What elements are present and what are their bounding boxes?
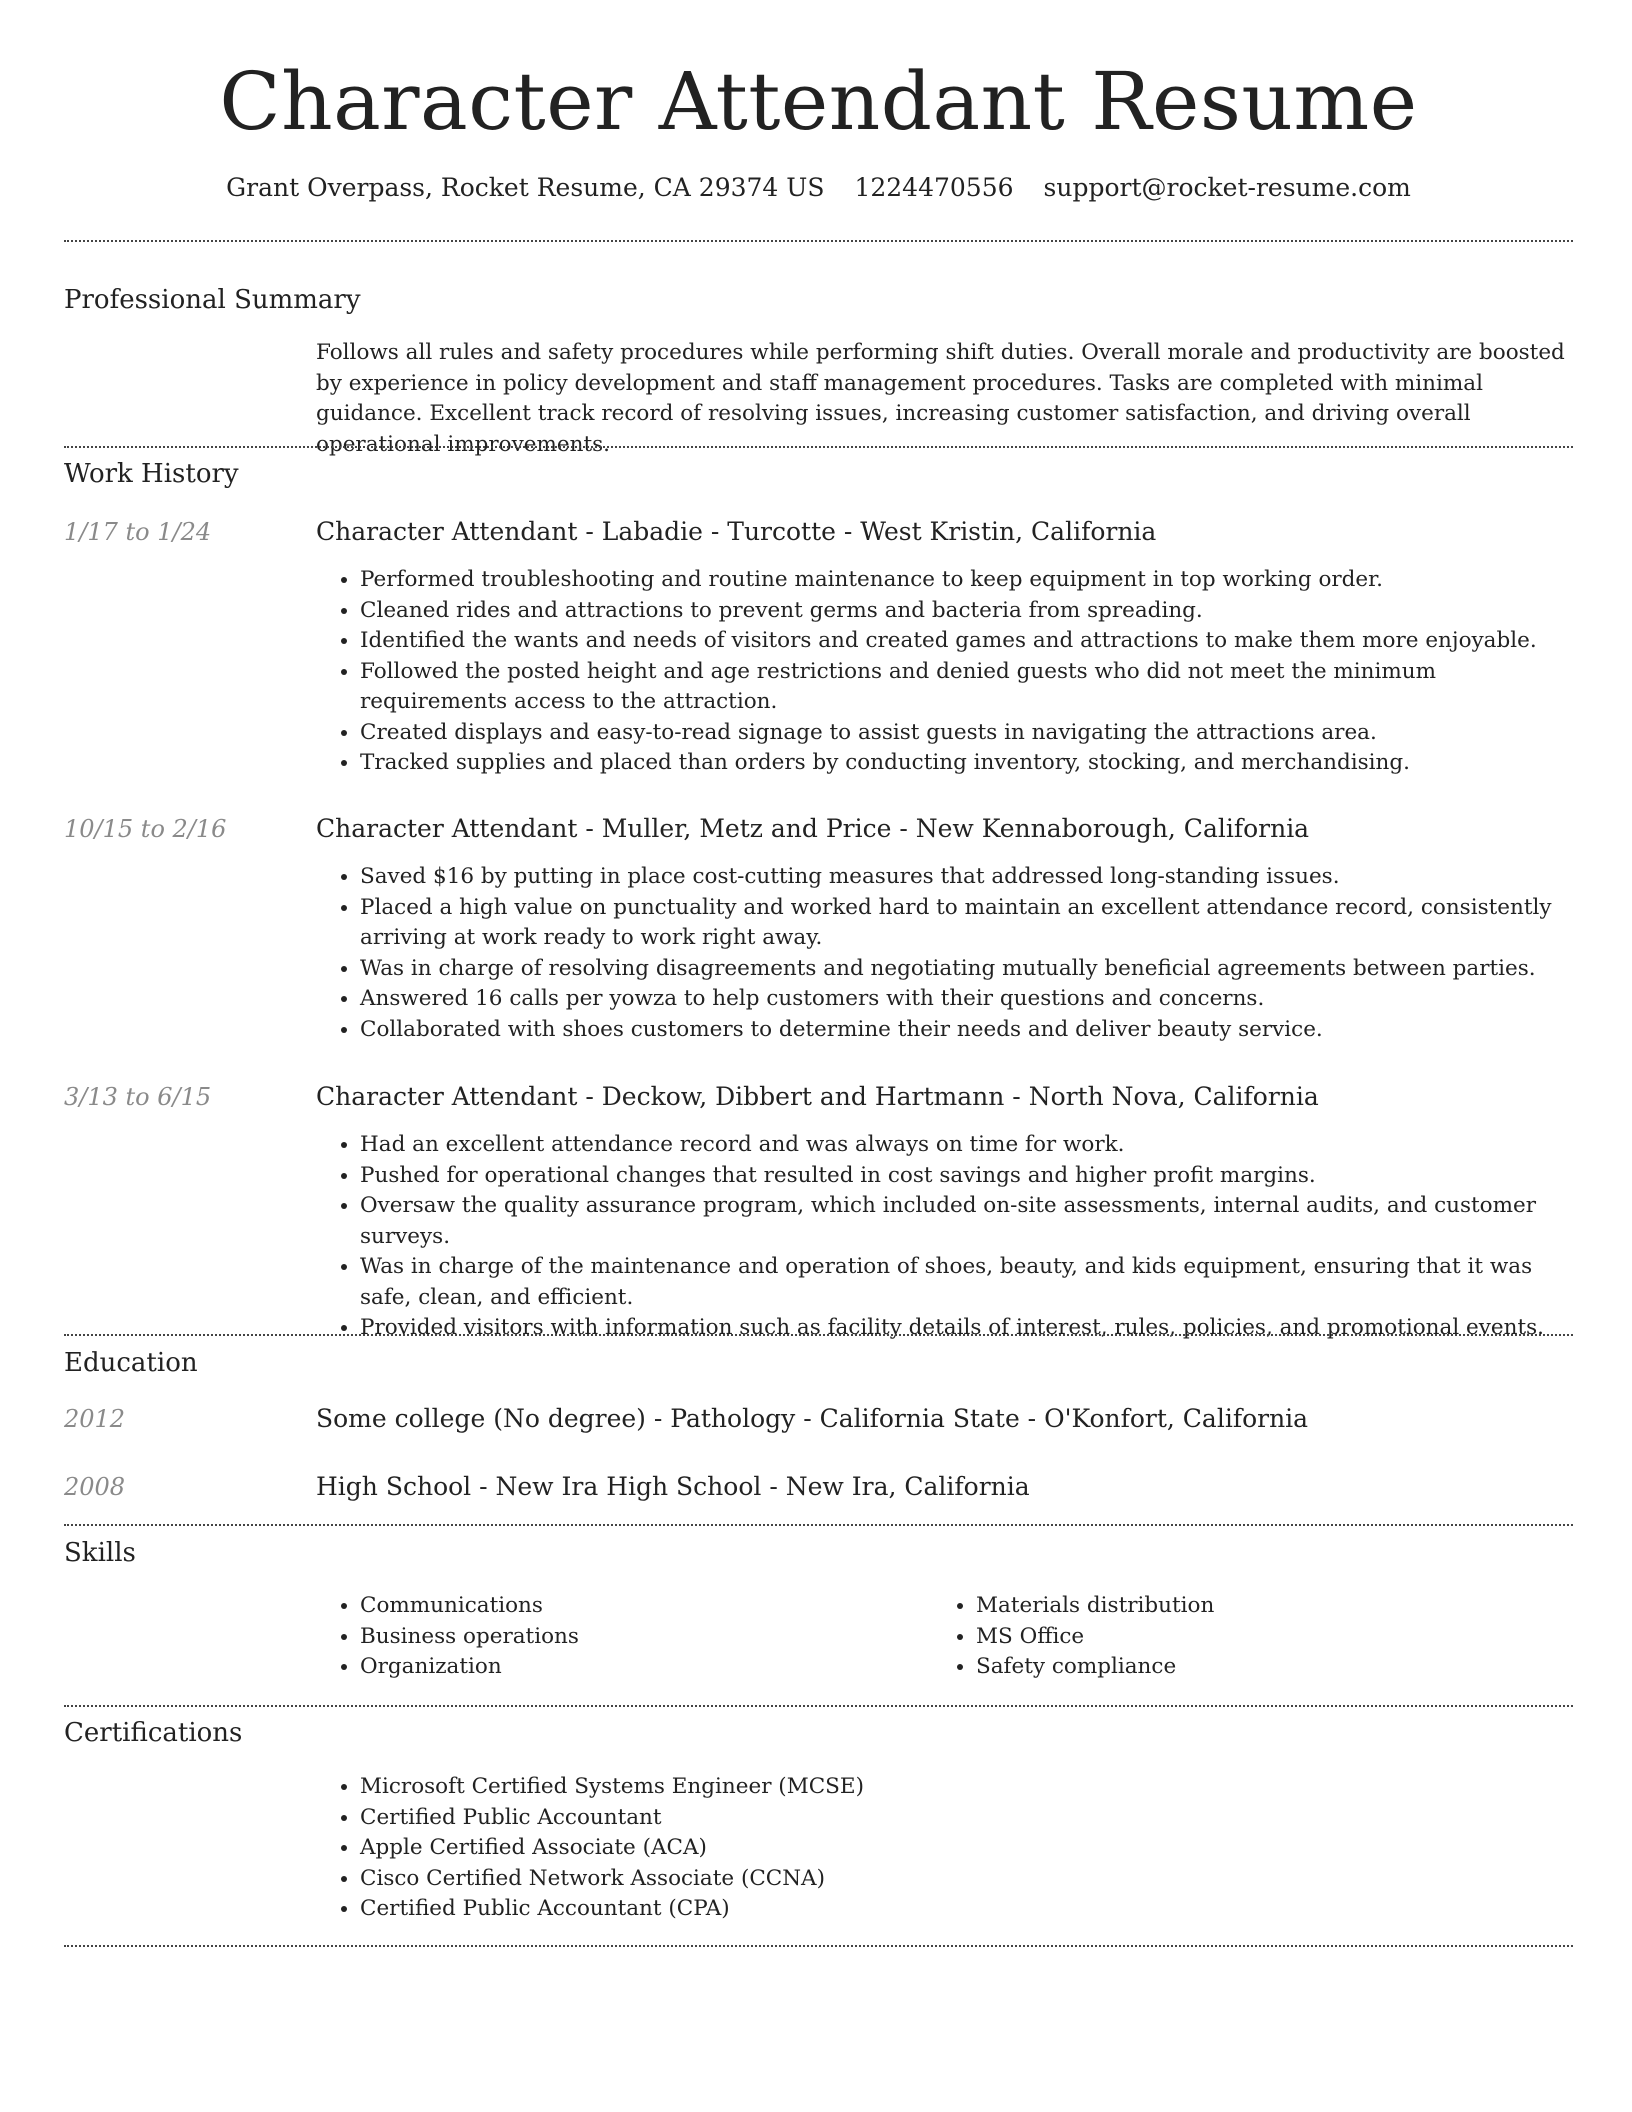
- list-item: • Answered 16 calls per yowza to help customers with their questions and concerns.: [360, 984, 1573, 1015]
- job-title: Character Attendant - Labadie - Turcotte - West Kristin, California: [316, 517, 1157, 546]
- list-item: • Pushed for operational changes that resulted in cost savings and higher profit margins.: [360, 1161, 1573, 1192]
- education-detail: High School - New Ira High School - New Ira, California: [316, 1472, 1030, 1501]
- skills-heading: Skills: [64, 1538, 136, 1568]
- job-dates: 1/17 to 1/24: [64, 518, 212, 546]
- divider: [64, 240, 1573, 242]
- certifications-list: [316, 1772, 1573, 1925]
- summary-section: [64, 284, 1573, 316]
- list-item: • Safety compliance: [976, 1652, 1576, 1683]
- list-item: • Materials distribution: [976, 1591, 1576, 1622]
- list-item: • Communications: [360, 1591, 960, 1622]
- certifications-section: [64, 1717, 1573, 1749]
- divider: [64, 1334, 1573, 1336]
- certifications-heading: Certifications: [64, 1718, 243, 1748]
- job-bullets: [316, 565, 1573, 779]
- list-item: • Microsoft Certified Systems Engineer (MCSE): [360, 1772, 1573, 1803]
- list-item: • Apple Certified Associate (ACA): [360, 1833, 1573, 1864]
- skills-list-left: [316, 1591, 960, 1683]
- list-item: • Certified Public Accountant: [360, 1803, 1573, 1834]
- education-section: [64, 1347, 1573, 1379]
- list-item: • Placed a high value on punctuality and worked hard to maintain an excellent attendance record, consistently arriving at work ready to work right away.: [360, 893, 1573, 954]
- contact-email: support@rocket-resume.com: [1043, 173, 1411, 202]
- divider: [64, 446, 1573, 448]
- list-item: • Had an excellent attendance record and was always on time for work.: [360, 1130, 1573, 1161]
- list-item: • Provided visitors with information such as facility details of interest, rules, policies, and promotional events.: [360, 1313, 1573, 1344]
- list-item: • Business operations: [360, 1622, 960, 1653]
- skills-section: [64, 1537, 1573, 1569]
- education-year: 2012: [64, 1405, 126, 1433]
- divider: [64, 1524, 1573, 1526]
- education-year: 2008: [64, 1473, 126, 1501]
- list-item: • Saved $16 by putting in place cost-cutting measures that addressed long-standing issues.: [360, 862, 1573, 893]
- skills-list-right: [932, 1591, 1576, 1683]
- divider: [64, 1705, 1573, 1707]
- resume-title: Character Attendant Resume: [219, 55, 1418, 148]
- list-item: • Identified the wants and needs of visitors and created games and attractions to make them more enjoyable.: [360, 626, 1573, 657]
- work-history-heading: Work History: [64, 459, 239, 489]
- contact-address: Grant Overpass, Rocket Resume, CA 29374 US: [226, 173, 825, 202]
- job-bullets: [316, 1130, 1573, 1344]
- divider: [64, 1945, 1573, 1947]
- list-item: • MS Office: [976, 1622, 1576, 1653]
- list-item: • Cisco Certified Network Associate (CCNA): [360, 1864, 1573, 1895]
- job-title: Character Attendant - Deckow, Dibbert and Hartmann - North Nova, California: [316, 1082, 1319, 1111]
- list-item: • Oversaw the quality assurance program, which included on-site assessments, internal audits, and customer surveys.: [360, 1191, 1573, 1252]
- list-item: • Performed troubleshooting and routine maintenance to keep equipment in top working order.: [360, 565, 1573, 596]
- summary-heading: Professional Summary: [64, 285, 361, 315]
- contact-line: [64, 172, 1573, 204]
- contact-phone: 1224470556: [854, 173, 1014, 202]
- list-item: • Tracked supplies and placed than orders by conducting inventory, stocking, and merchandising.: [360, 748, 1573, 779]
- list-item: • Certified Public Accountant (CPA): [360, 1894, 1573, 1925]
- list-item: • Cleaned rides and attractions to prevent germs and bacteria from spreading.: [360, 596, 1573, 627]
- job-dates: 3/13 to 6/15: [64, 1083, 212, 1111]
- list-item: • Was in charge of resolving disagreements and negotiating mutually beneficial agreements between parties.: [360, 954, 1573, 985]
- job-title: Character Attendant - Muller, Metz and Price - New Kennaborough, California: [316, 814, 1310, 843]
- summary-text: Follows all rules and safety procedures while performing shift duties. Overall morale and productivity are boosted by experience in policy development and staff management procedures. Tasks are completed with minimal guidance. Excellent track record of resolving issues, increasing customer satisfaction, and driving overall operational improvements.: [316, 340, 1565, 457]
- list-item: • Followed the posted height and age restrictions and denied guests who did not meet the minimum requirements access to the attraction.: [360, 657, 1573, 718]
- job-dates: 10/15 to 2/16: [64, 815, 227, 843]
- list-item: • Created displays and easy-to-read signage to assist guests in navigating the attractions area.: [360, 718, 1573, 749]
- education-heading: Education: [64, 1348, 198, 1378]
- job-bullets: [316, 862, 1573, 1045]
- list-item: • Was in charge of the maintenance and operation of shoes, beauty, and kids equipment, ensuring that it was safe, clean, and efficient.: [360, 1252, 1573, 1313]
- education-detail: Some college (No degree) - Pathology - California State - O'Konfort, California: [316, 1404, 1309, 1433]
- list-item: • Organization: [360, 1652, 960, 1683]
- work-history-section: [64, 458, 1573, 490]
- list-item: • Collaborated with shoes customers to determine their needs and deliver beauty service.: [360, 1015, 1573, 1046]
